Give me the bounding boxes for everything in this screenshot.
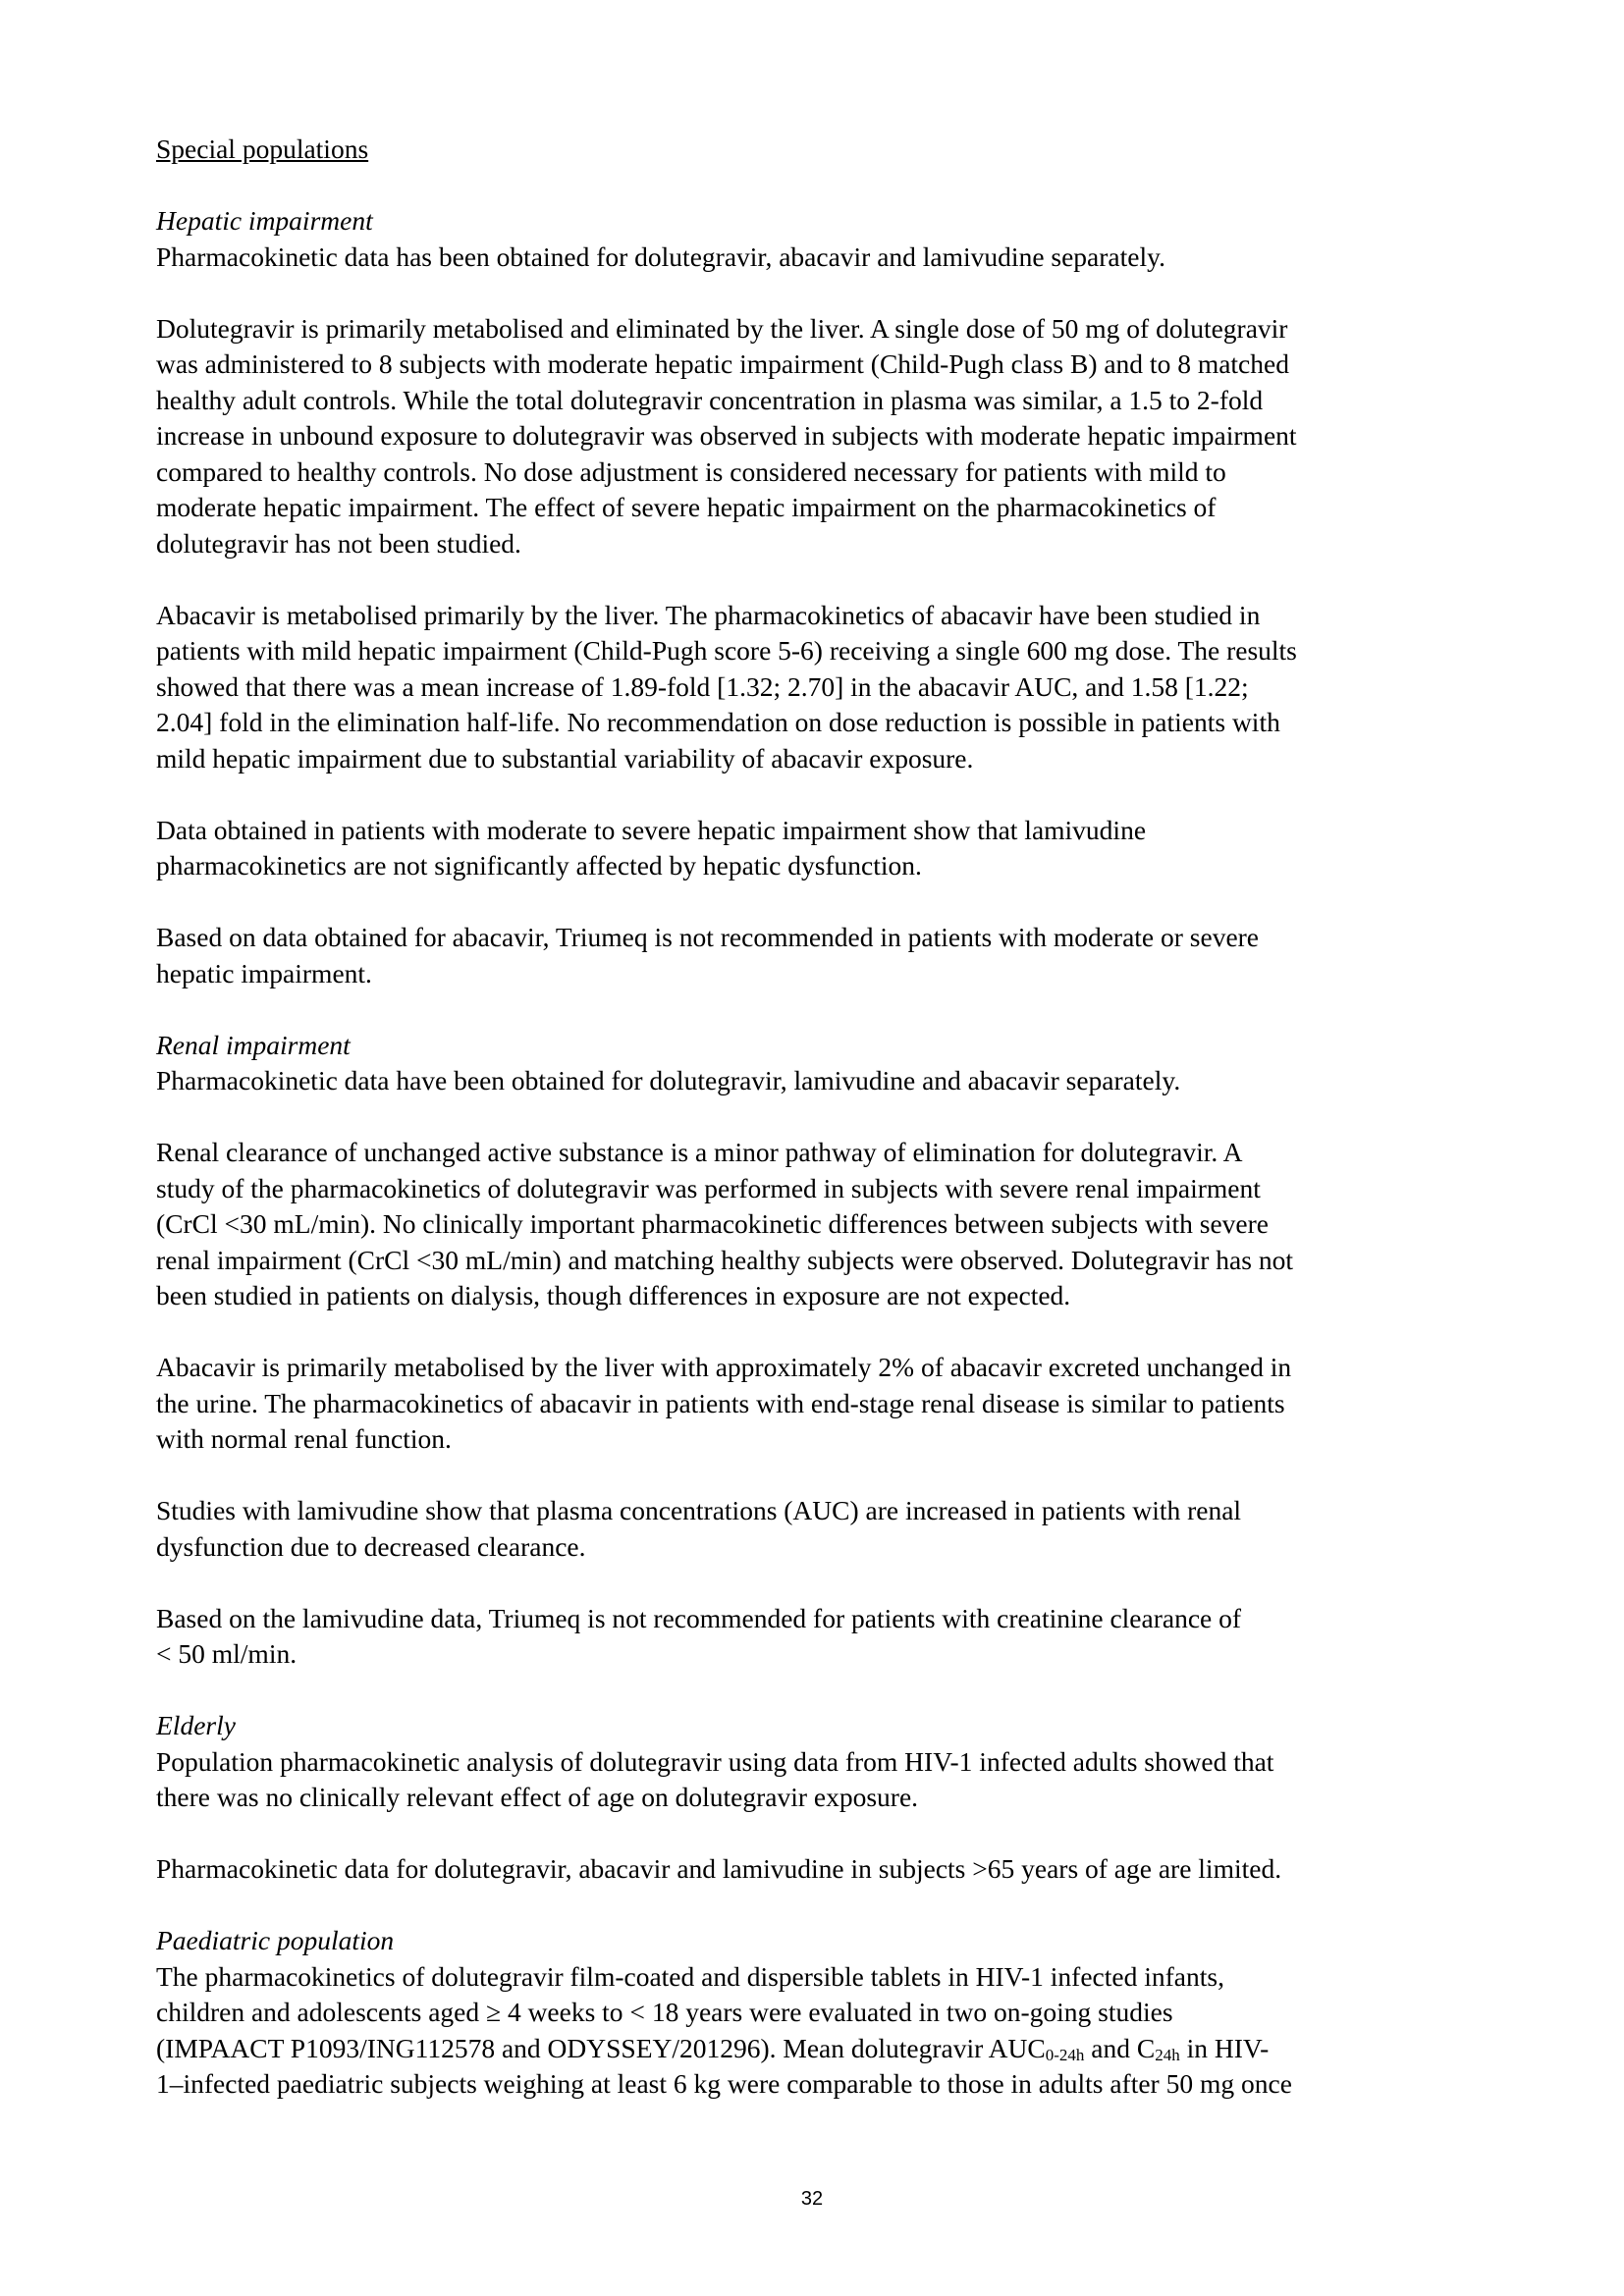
renal-paragraph-2: Renal clearance of unchanged active substance is a minor pathway of elimination for dolutegravir. A study of the pharmacokinetics of dolutegravir was performed in subjects with severe renal impairment (CrCl <30 mL/min). No clinically important pharmacokinetic differences between subjects with severe renal impairment (CrCl <30 mL/min) and matching healthy subjects were observed. Dolutegravir has not been studied in patients on dialysis, though differences in exposure are not expected. <box>156 1137 1293 1310</box>
renal-paragraph-5: Based on the lamivudine data, Triumeq is not recommended for patients with creatinine clearance of < 50 ml/min. <box>156 1602 1242 1669</box>
section-heading: Special populations <box>156 133 369 164</box>
hepatic-paragraph-2: Dolutegravir is primarily metabolised and eliminated by the liver. A single dose of 50 mg of dolutegravir was administered to 8 subjects with moderate hepatic impairment (Child-Pugh class B) and to 8 matched healthy adult controls. While the total dolutegravir concentration in plasma was similar, a 1.5 to 2-fold increase in unbound exposure to dolutegravir was observed in subjects with moderate hepatic impairment compared to healthy controls. No dose adjustment is considered necessary for patients with mild to moderate hepatic impairment. The effect of severe hepatic impairment on the pharmacokinetics of dolutegravir has not been studied. <box>156 312 1297 559</box>
hepatic-paragraph-5: Based on data obtained for abacavir, Triumeq is not recommended in patients with moderate or severe hepatic impairment. <box>156 922 1260 988</box>
c24h-subscript: 24h <box>1155 2045 1180 2064</box>
paediatric-line-2: children and adolescents aged ≥ 4 weeks to < 18 years were evaluated in two on-going studies <box>156 1997 1173 2027</box>
page-number: 32 <box>800 2188 824 2210</box>
hepatic-paragraph-3: Abacavir is metabolised primarily by the liver. The pharmacokinetics of abacavir have been studied in patients with mild hepatic impairment (Child-Pugh score 5-6) receiving a single 600 mg dose. The results showed that there was a mean increase of 1.89-fold [1.32; 2.70] in the abacavir AUC, and 1.58 [1.22; 2.04] fold in the elimination half-life. No recommendation on dose reduction is possible in patients with mild hepatic impairment due to substantial variability of abacavir exposure. <box>156 599 1297 774</box>
paediatric-heading: Paediatric population <box>156 1925 395 1955</box>
renal-paragraph-4: Studies with lamivudine show that plasma concentrations (AUC) are increased in patients with renal dysfunction due to decreased clearance. <box>156 1495 1242 1562</box>
paediatric-line-3-text-c: in HIV- <box>1179 2032 1270 2063</box>
paediatric-line-3 <box>156 2031 1472 2067</box>
elderly-paragraph-2: Pharmacokinetic data for dolutegravir, abacavir and lamivudine in subjects >65 years of age are limited. <box>156 1853 1282 1884</box>
elderly-heading: Elderly <box>156 1710 236 1740</box>
elderly-paragraph-1: Population pharmacokinetic analysis of dolutegravir using data from HIV-1 infected adults showed that there was no clinically relevant effect of age on dolutegravir exposure. <box>156 1745 1274 1812</box>
renal-paragraph-1: Pharmacokinetic data have been obtained for dolutegravir, lamivudine and abacavir separately. <box>156 1065 1181 1095</box>
auc-subscript: 0-24h <box>1045 2045 1085 2064</box>
paediatric-line-3-text-b: and C <box>1084 2032 1156 2063</box>
paediatric-line-3-text-a: (IMPAACT P1093/ING112578 and ODYSSEY/201296). Mean dolutegravir AUC <box>156 2032 1046 2063</box>
renal-impairment-heading: Renal impairment <box>156 1029 351 1060</box>
hepatic-paragraph-1: Pharmacokinetic data has been obtained for dolutegravir, abacavir and lamivudine separately. <box>156 240 1165 272</box>
renal-paragraph-3: Abacavir is primarily metabolised by the liver with approximately 2% of abacavir excreted unchanged in the urine. The pharmacokinetics of abacavir in patients with end-stage renal disease is similar to patients with normal renal function. <box>156 1352 1292 1454</box>
document-page <box>156 132 1472 2103</box>
hepatic-paragraph-4: Data obtained in patients with moderate to severe hepatic impairment show that lamivudine pharmacokinetics are not significantly affected by hepatic dysfunction. <box>156 814 1147 881</box>
paediatric-paragraph-1 <box>156 1959 1472 2103</box>
paediatric-line-1: The pharmacokinetics of dolutegravir film-coated and dispersible tablets in HIV-1 infected infants, <box>156 1960 1224 1992</box>
hepatic-impairment-heading: Hepatic impairment <box>156 205 373 236</box>
paediatric-line-4: 1–infected paediatric subjects weighing at least 6 kg were comparable to those in adults after 50 mg once <box>156 2068 1292 2099</box>
